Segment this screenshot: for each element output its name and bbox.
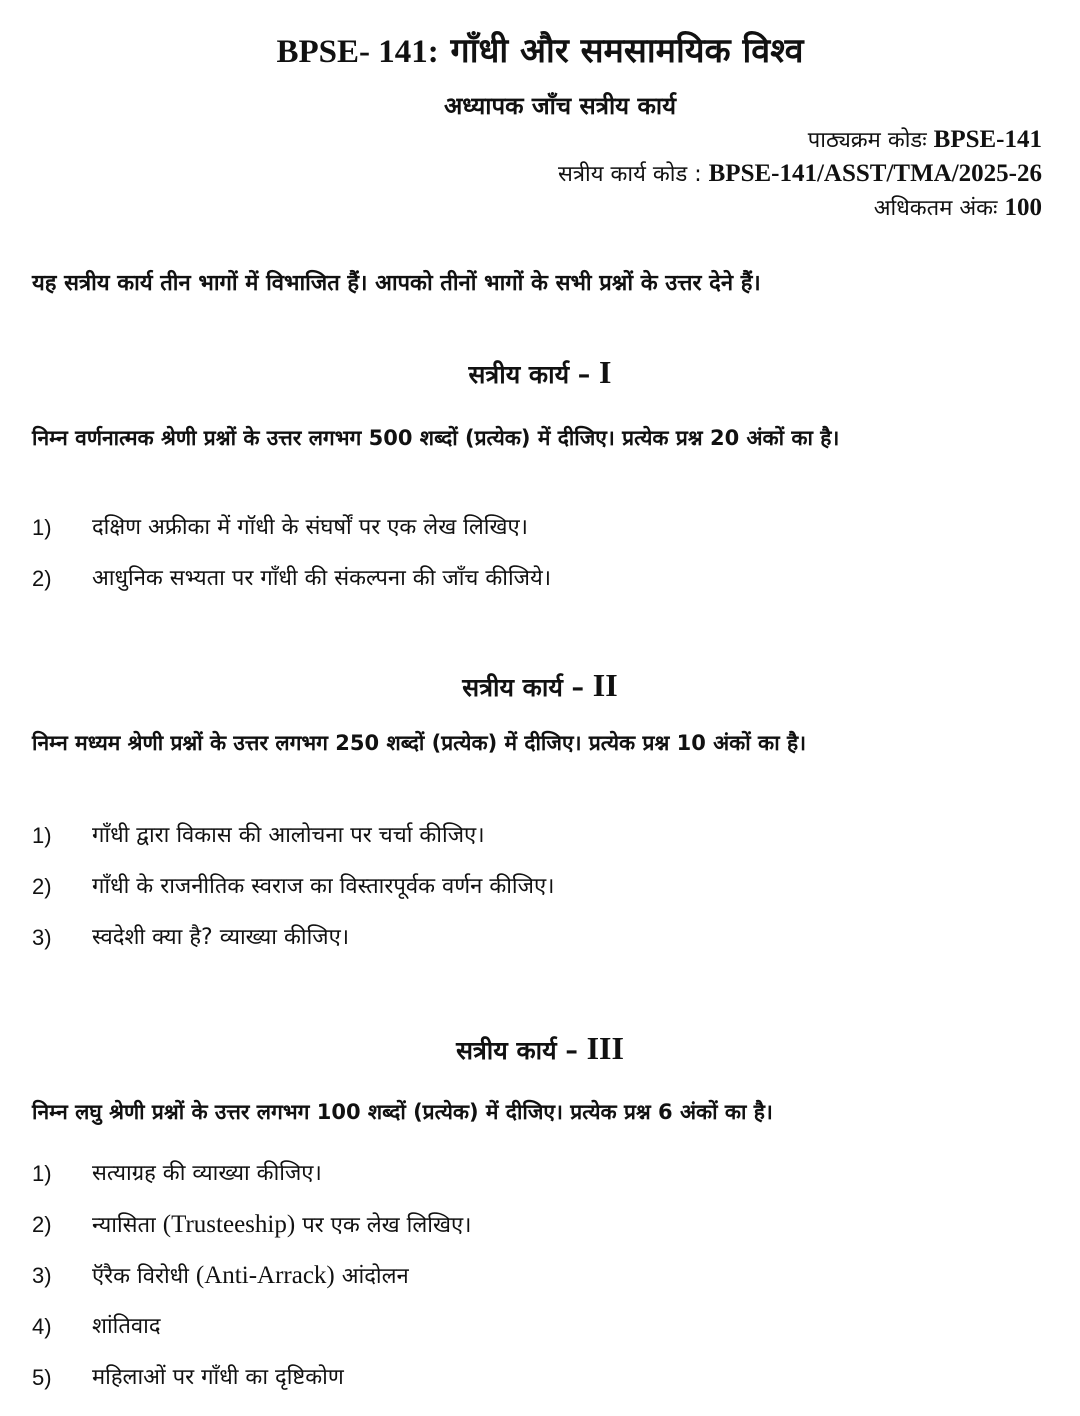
- section-heading-1: [0, 352, 1080, 395]
- question-number: 4): [32, 1314, 52, 1339]
- question-item: [32, 1360, 1052, 1411]
- document-title: [0, 28, 1080, 75]
- question-item: [32, 510, 1052, 561]
- section-heading-numeral: III: [586, 1030, 624, 1066]
- question-list-1: [32, 510, 1052, 612]
- question-item: [32, 1309, 1052, 1360]
- question-text: आधुनिक सभ्यता पर गाँधी की संकल्पना की जाँच कीजिये।: [92, 566, 552, 591]
- section-heading-3: [0, 1028, 1080, 1071]
- assignment-code-value: BPSE-141/ASST/TMA/2025-26: [708, 160, 1042, 187]
- section-heading-label: सत्रीय कार्य –: [456, 1036, 578, 1065]
- question-list-3: [32, 1156, 1052, 1411]
- question-text: [92, 1207, 471, 1244]
- document-subtitle: अध्यापक जाँच सत्रीय कार्य: [443, 92, 677, 120]
- question-number: 1): [32, 1161, 52, 1186]
- question-text: गाँधी के राजनीतिक स्वराज का विस्तारपूर्वक वर्णन कीजिए।: [92, 874, 555, 899]
- question-text-latin: (Anti-Arrack): [195, 1262, 335, 1289]
- section-instruction-2: निम्न मध्यम श्रेणी प्रश्नों के उत्तर लगभग 250 शब्दों (प्रत्येक) में दीजिए। प्रत्येक प्रश्न 10 अंकों का है।: [32, 731, 807, 755]
- section-heading-numeral: I: [599, 354, 612, 390]
- section-instruction-1: निम्न वर्णनात्मक श्रेणी प्रश्नों के उत्तर लगभग 500 शब्दों (प्रत्येक) में दीजिए। प्रत्येक प्रश्न 20 अंकों का है।: [32, 426, 840, 450]
- title-course-code: BPSE- 141:: [276, 34, 439, 70]
- question-text-part: आंदोलन: [341, 1264, 409, 1289]
- question-item: [32, 869, 1052, 920]
- question-text: दक्षिण अफ्रीका में गॉधी के संघर्षों पर एक लेख लिखिए।: [92, 515, 528, 540]
- section-heading-2: [0, 665, 1080, 708]
- assignment-code-line: [558, 158, 1042, 191]
- question-text-part: ऍरैक विरोधी: [92, 1264, 189, 1289]
- question-text: गाँधी द्वारा विकास की आलोचना पर चर्चा कीजिए।: [92, 823, 485, 848]
- course-code-value: BPSE-141: [933, 126, 1042, 153]
- section-heading-numeral: II: [592, 667, 618, 703]
- question-text: [92, 1258, 409, 1295]
- question-number: 2): [32, 1212, 52, 1237]
- section-heading-label: सत्रीय कार्य –: [468, 360, 591, 389]
- question-number: 3): [32, 1263, 52, 1288]
- question-number: 1): [32, 823, 52, 848]
- question-number: 5): [32, 1365, 52, 1390]
- question-text: शांतिवाद: [92, 1314, 161, 1339]
- max-marks-value: 100: [1004, 194, 1042, 221]
- question-list-2: [32, 818, 1052, 971]
- question-text: महिलाओं पर गाँधी का दृष्टिकोण: [92, 1365, 344, 1390]
- question-item: [32, 561, 1052, 612]
- title-course-name: गाँधी और समसामयिक विश्व: [450, 31, 804, 71]
- course-code-label: पाठ्यक्रम कोडः: [807, 128, 927, 153]
- section-heading-label: सत्रीय कार्य –: [462, 673, 585, 702]
- question-text-part: न्यासिता: [92, 1213, 156, 1238]
- assignment-code-label: सत्रीय कार्य कोड :: [558, 162, 702, 187]
- question-item: [32, 1258, 1052, 1309]
- question-item: [32, 1207, 1052, 1258]
- max-marks-label: अधिकतम अंकः: [873, 196, 998, 221]
- max-marks-line: [874, 192, 1042, 225]
- question-number: 3): [32, 925, 52, 950]
- section-instruction-3: निम्न लघु श्रेणी प्रश्नों के उत्तर लगभग 100 शब्दों (प्रत्येक) में दीजिए। प्रत्येक प्रश्न 6 अंकों का है।: [32, 1100, 773, 1124]
- course-code-line: [808, 124, 1042, 157]
- question-text-latin: (Trusteeship): [162, 1211, 296, 1238]
- question-text: सत्याग्रह की व्याख्या कीजिए।: [92, 1161, 322, 1186]
- question-item: [32, 1156, 1052, 1207]
- question-number: 1): [32, 515, 52, 540]
- question-item: [32, 818, 1052, 869]
- question-text: स्वदेशी क्या है? व्याख्या कीजिए।: [92, 925, 350, 950]
- question-number: 2): [32, 874, 52, 899]
- intro-instruction: यह सत्रीय कार्य तीन भागों में विभाजित हैं। आपको तीनों भागों के सभी प्रश्नों के उत्तर देने हैं।: [32, 271, 761, 296]
- question-item: [32, 920, 1052, 971]
- question-number: 2): [32, 566, 52, 591]
- question-text-part: पर एक लेख लिखिए।: [302, 1213, 472, 1238]
